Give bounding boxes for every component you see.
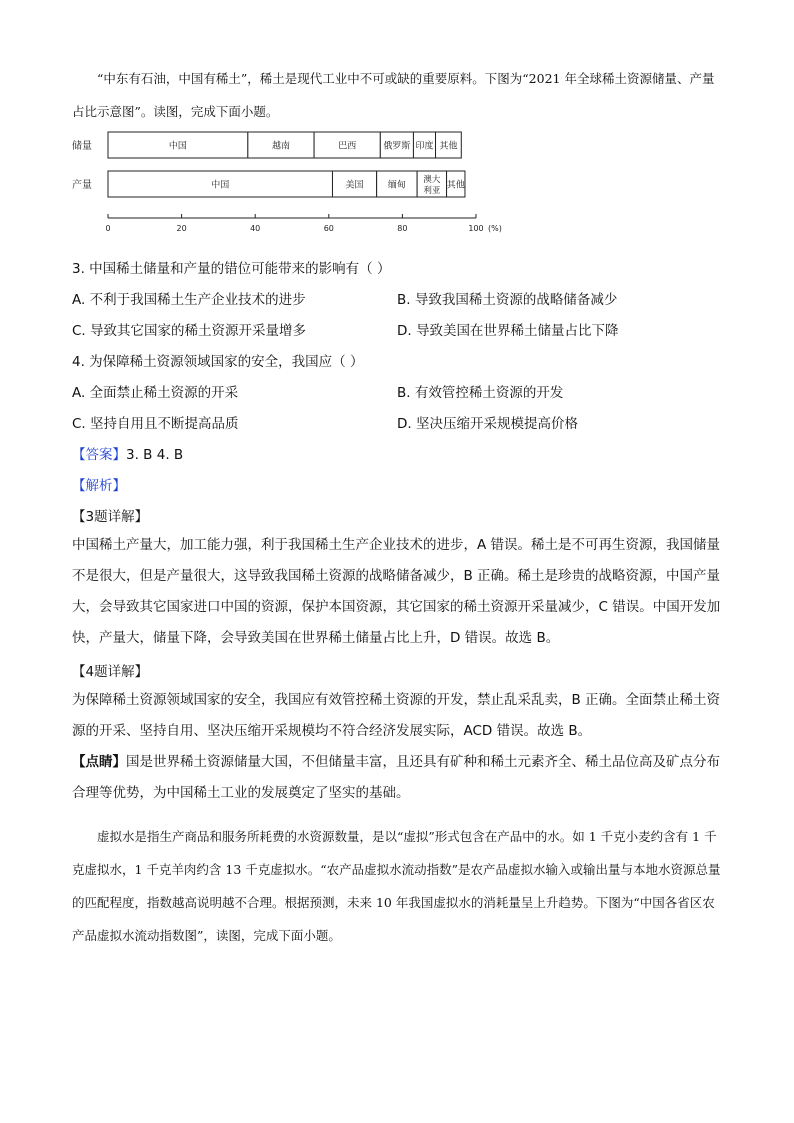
question-4-option-a[interactable]: A. 全面禁止稀土资源的开采	[72, 385, 239, 401]
segment-label: 其他	[439, 141, 458, 152]
segment-label: 美国	[345, 180, 364, 191]
question-3-stem: 3. 中国稀土储量和产量的错位可能带来的影响有（ ）	[72, 261, 391, 277]
tip-tag: 【点睛】	[72, 754, 126, 770]
question-4-stem: 4. 为保障稀土资源领域国家的安全，我国应（ ）	[72, 354, 364, 370]
segment-label: 其他	[446, 180, 465, 191]
question-3-option-a[interactable]: A. 不利于我国稀土生产企业技术的进步	[72, 292, 306, 308]
question-4-option-d[interactable]: D. 坚决压缩开采规模提高价格	[397, 416, 578, 432]
segment-label: 俄罗斯	[383, 141, 411, 152]
segment-label: 越南	[271, 141, 290, 152]
tip-paragraph	[72, 747, 722, 809]
x-tick-label: 20	[176, 224, 187, 233]
question-3-option-c[interactable]: C. 导致其它国家的稀土资源开采量增多	[72, 323, 307, 339]
question-3-option-b[interactable]: B. 导致我国稀土资源的战略储备减少	[397, 292, 618, 308]
segment-label: 澳大	[423, 175, 441, 185]
question-4-option-c[interactable]: C. 坚持自用且不断提高品质	[72, 416, 239, 432]
analysis-heading	[72, 474, 126, 494]
answer-line	[72, 443, 183, 463]
detail-4-text: 为保障稀土资源领域国家的安全，我国应有效管控稀土资源的开发，禁止乱采乱卖，B 正确。全面禁止稀土资源的开采、坚持自用、坚决压缩开采规模均不符合经济发展实际，ACD 错误。故选 B。	[72, 692, 721, 739]
row-label: 产量	[72, 180, 92, 191]
x-tick-label: 0	[105, 224, 111, 233]
segment-label: 巴西	[338, 141, 357, 152]
answer-text: 3. B 4. B	[126, 447, 184, 463]
rare-earth-chart	[72, 125, 512, 240]
segment-label: 缅甸	[387, 180, 406, 191]
answer-tag: 【答案】	[72, 447, 126, 463]
x-tick-label: 100	[468, 224, 484, 233]
question-4-option-b[interactable]: B. 有效管控稀土资源的开发	[397, 385, 564, 401]
intro-paragraph-2: 虚拟水是指生产商品和服务所耗费的水资源数量，是以“虚拟”形式包含在产品中的水。如 1 千克小麦约含有 1 千克虚拟水，1 千克羊肉约含 13 千克虚拟水。“农产品虚拟水流动指数”是农产品虚拟水输入或输出量与本地水资源总量的匹配程度，指数越高说明越不合理。根据预测，未来 10 年我国虚拟水的消耗量呈上升趋势。下图为“中国各省区农产品虚拟水流动指数图”，读图，完成下面小题。	[72, 829, 721, 943]
x-tick-label: 80	[397, 224, 408, 233]
detail-3-title: 【3题详解】	[72, 509, 149, 525]
x-axis-unit: (%)	[488, 224, 502, 233]
tip-text: 国是世界稀土资源储量大国，不但储量丰富，且还具有矿种和稀土元素齐全、稀土品位高及矿点分布合理等优势，为中国稀土工业的发展奠定了坚实的基础。	[72, 754, 720, 801]
x-tick-label: 60	[323, 224, 334, 233]
x-tick-label: 40	[250, 224, 261, 233]
segment-label: 中国	[168, 141, 187, 152]
chart-svg	[72, 125, 512, 240]
row-label: 储量	[72, 141, 92, 152]
intro-paragraph-1: “中东有石油，中国有稀土”，稀土是现代工业中不可或缺的重要原料。下图为“2021 年全球稀土资源储量、产量占比示意图”。读图，完成下面小题。	[72, 71, 715, 119]
segment-label: 印度	[415, 141, 434, 152]
question-3-option-d[interactable]: D. 导致美国在世界稀土储量占比下降	[397, 323, 619, 339]
detail-3-text: 中国稀土产量大，加工能力强，利于我国稀土生产企业技术的进步，A 错误。稀土是不可再生资源，我国储量不是很大，但是产量很大，这导致我国稀土资源的战略储备减少，B 正确。稀土是珍贵的战略资源，中国产量大，会导致其它国家进口中国的资源，保护本国资源，其它国家的稀土资源开采量减少，C 错误。中国开发加快，产量大，储量下降，会导致美国在世界稀土储量占比上升，D 错误。故选 B。	[72, 537, 721, 646]
detail-4-title: 【4题详解】	[72, 664, 149, 680]
analysis-tag: 【解析】	[72, 478, 126, 494]
segment-label: 中国	[211, 180, 230, 191]
segment-label: 利亚	[423, 186, 441, 196]
